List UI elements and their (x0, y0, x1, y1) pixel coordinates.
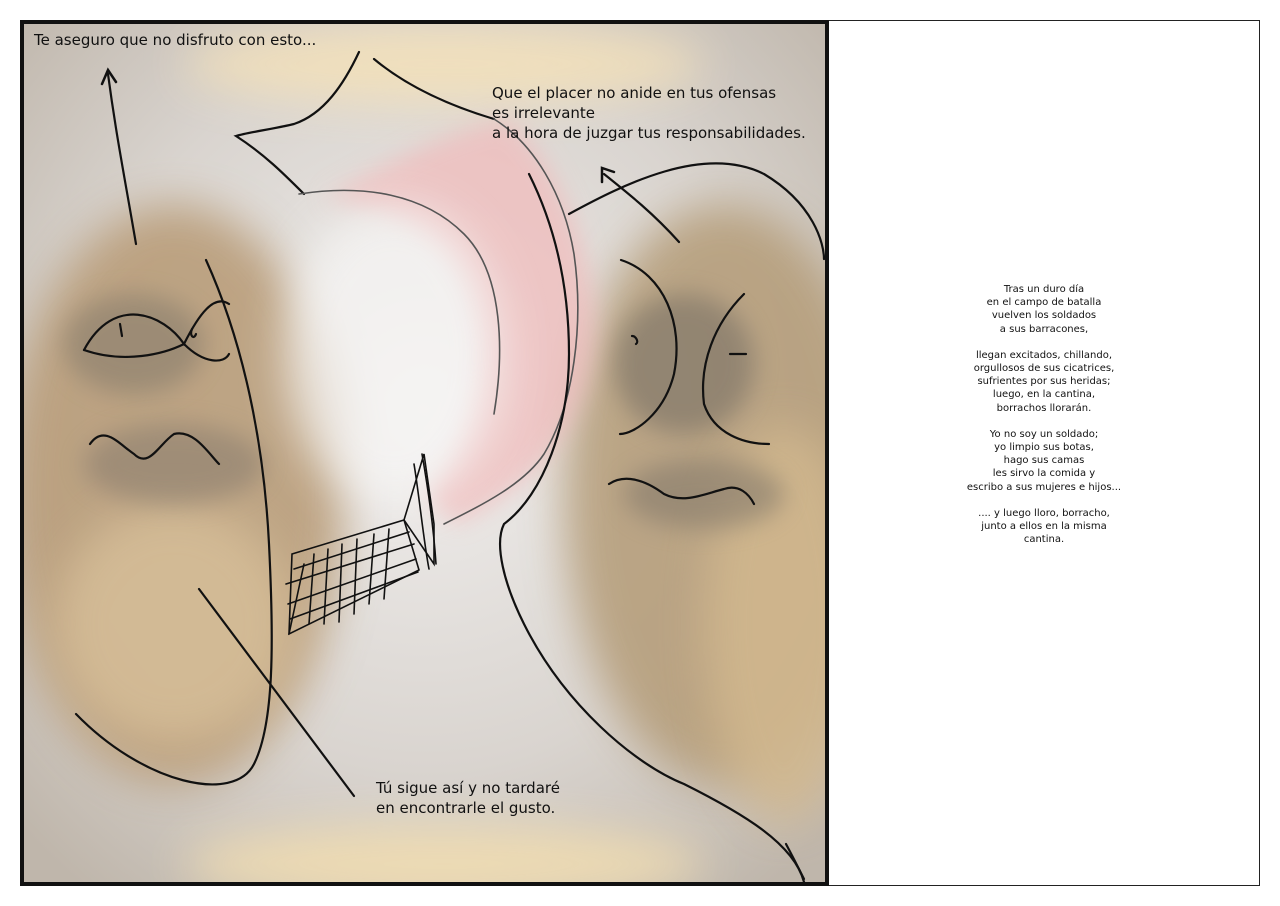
panel-illustration (24, 24, 825, 882)
speech-bottom: Tú sigue así y no tardaré en encontrarle el gusto. (376, 779, 560, 817)
comic-panel (20, 20, 829, 886)
speech-top-left: Te aseguro que no disfruto con esto... (34, 31, 317, 49)
speech-top-right: Que el placer no anide en tus ofensas es irrelevante a la hora de juzgar tus responsabilidades. (492, 84, 806, 142)
poem-stanza-3: Yo no soy un soldado; yo limpio sus botas, hago sus camas les sirvo la comida y escribo a sus mujeres e hijos... (966, 428, 1122, 493)
poem-stanza-2: llegan excitados, chillando, orgullosos de sus cicatrices, sufrientes por sus heridas; luego, en la cantina, borrachos llorarán. (973, 349, 1115, 414)
poem-stanza-4: .... y luego lloro, borracho, junto a ellos en la misma cantina. (978, 507, 1110, 546)
poem (829, 283, 1259, 559)
poem-stanza-1: Tras un duro día en el campo de batalla vuelven los soldados a sus barracones, (986, 284, 1102, 335)
text-page (829, 20, 1260, 886)
